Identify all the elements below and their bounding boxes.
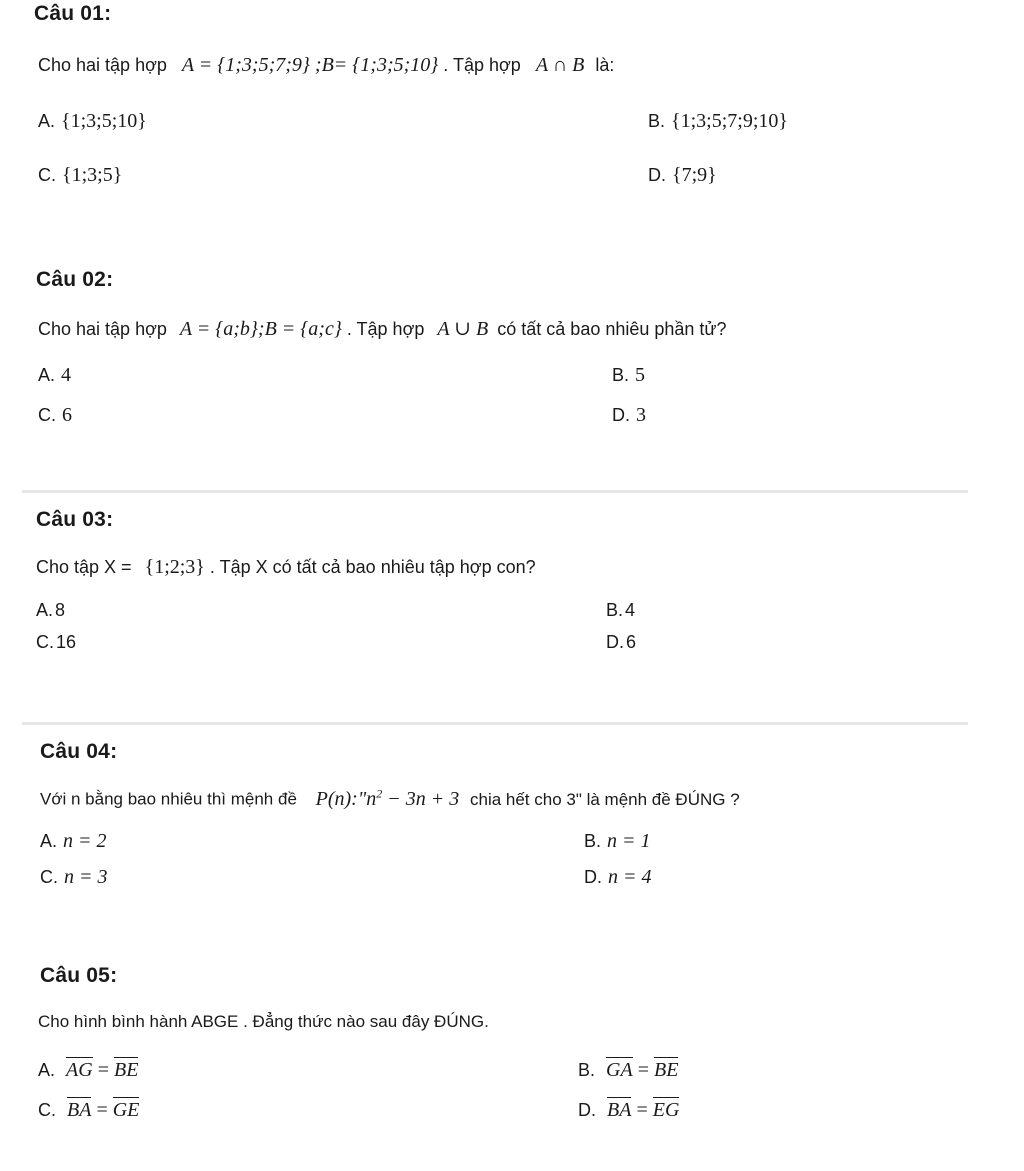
vector: BE	[114, 1056, 138, 1082]
option-a[interactable]: A. 4	[38, 364, 72, 386]
question-title: Câu 01:	[34, 2, 112, 25]
option-c[interactable]: C. 6	[38, 404, 72, 426]
vector: BA	[607, 1096, 631, 1122]
option-b[interactable]: B. GA = BE	[578, 1056, 678, 1082]
option-c[interactable]: C. n = 3	[40, 866, 108, 888]
question-title: Câu 03:	[36, 508, 114, 531]
question-stem: Với n bằng bao nhiêu thì mệnh đề $P(n):"n^2 - 3n + 3$ chia hết cho 3" là mệnh đề ĐÚNG ?	[40, 786, 740, 810]
vector: EG	[653, 1096, 680, 1122]
question-stem: Cho hình bình hành ABGE . Đẳng thức nào sau đây ĐÚNG.	[38, 1012, 489, 1031]
question-title: Câu 04:	[40, 740, 118, 763]
option-b[interactable]: B. {1;3;5;7;9;10}	[648, 110, 788, 132]
vector: BA	[67, 1096, 91, 1122]
option-c[interactable]: C. 16	[36, 632, 77, 652]
question-stem: Cho hai tập hợp A = {1;3;5;7;9} ;B= {1;3;5;10} . Tập hợp A ∩ B là:	[38, 54, 615, 76]
option-b[interactable]: B. 5	[612, 364, 646, 386]
vector: BE	[654, 1056, 678, 1082]
option-a[interactable]: A. AG = BE	[38, 1056, 138, 1082]
vector: GA	[606, 1056, 633, 1082]
option-c[interactable]: C. BA = GE	[38, 1096, 139, 1122]
option-d[interactable]: D. BA = EG	[578, 1096, 679, 1122]
divider	[22, 722, 968, 725]
question-stem: Cho hai tập hợp A = {a;b};B = {a;c} . Tập hợp A ∪ B có tất cả bao nhiêu phần tử?	[38, 318, 727, 340]
question-stem: Cho tập X = {1;2;3} . Tập X có tất cả bao nhiêu tập hợp con?	[36, 556, 536, 578]
option-c[interactable]: C. {1;3;5}	[38, 164, 123, 186]
option-b[interactable]: B. 4	[606, 600, 636, 620]
option-a[interactable]: A. {1;3;5;10}	[38, 110, 147, 132]
option-d[interactable]: D. n = 4	[584, 866, 652, 888]
option-a[interactable]: A. n = 2	[40, 830, 107, 852]
vector: AG	[66, 1056, 93, 1082]
divider	[22, 490, 968, 493]
vector: GE	[113, 1096, 140, 1122]
option-d[interactable]: D. 3	[612, 404, 646, 426]
option-d[interactable]: D. {7;9}	[648, 164, 717, 186]
option-d[interactable]: D. 6	[606, 632, 637, 652]
option-b[interactable]: B. n = 1	[584, 830, 651, 852]
question-title: Câu 02:	[36, 268, 114, 291]
question-title: Câu 05:	[40, 964, 118, 987]
option-a[interactable]: A. 8	[36, 600, 66, 620]
